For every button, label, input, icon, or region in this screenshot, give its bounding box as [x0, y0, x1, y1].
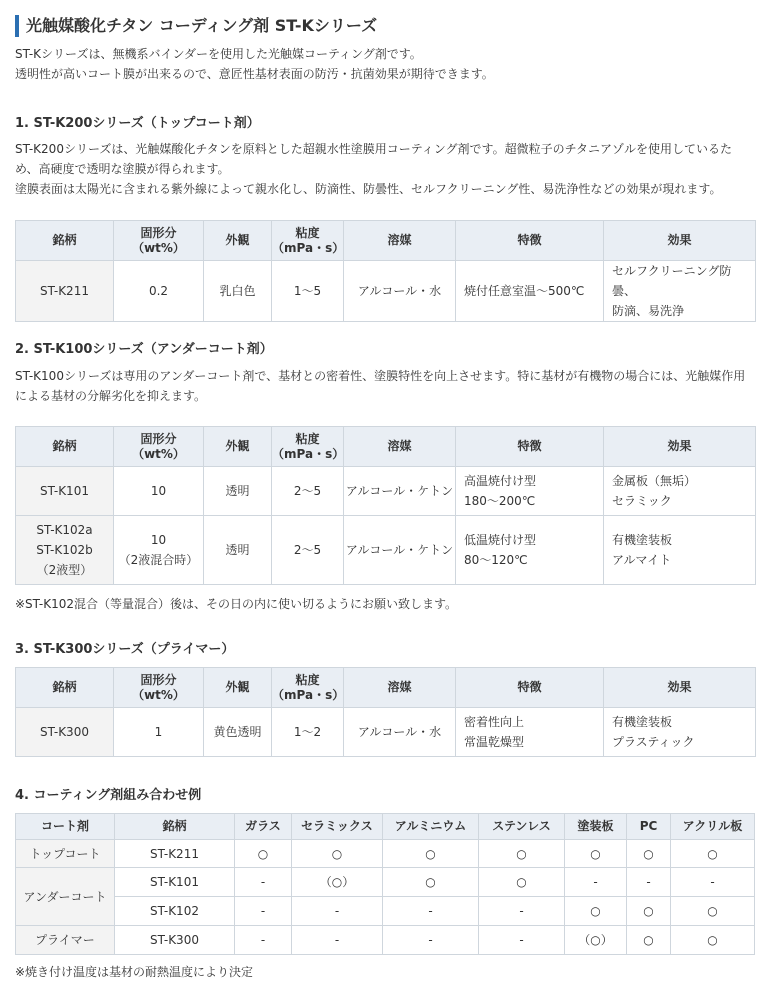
header-solvent: 溶媒 [344, 427, 456, 467]
cell-brand: ST-K102 [115, 897, 235, 926]
cell-solid: 1 [114, 708, 204, 757]
table-row [16, 708, 756, 757]
header-ceramics: セラミックス [292, 814, 383, 840]
cell-viscosity: 2〜5 [272, 467, 344, 516]
cell-value: ○ [627, 840, 671, 868]
table-row [16, 840, 755, 868]
cell-value: ○ [671, 897, 755, 926]
header-solid-text: 固形分 （wt%） [132, 225, 185, 255]
header-feature: 特徴 [456, 668, 604, 708]
section4-heading: 4. コーティング剤組み合わせ例 [15, 788, 202, 803]
cell-value: - [671, 868, 755, 897]
header-solid-text: 固形分 （wt%） [132, 672, 185, 702]
cell-value: ○ [292, 840, 383, 868]
cell-value: ○ [383, 868, 479, 897]
header-painted-plate: 塗装板 [565, 814, 627, 840]
table-row [16, 926, 755, 955]
section4-table [15, 813, 755, 955]
header-viscosity [272, 668, 344, 708]
cell-value: - [292, 897, 383, 926]
header-feature: 特徴 [456, 427, 604, 467]
cell-value: - [292, 926, 383, 955]
cell-value: ○ [671, 840, 755, 868]
table-header-row [16, 427, 756, 467]
header-feature: 特徴 [456, 221, 604, 261]
cell-value: - [235, 897, 292, 926]
cell-brand: ST-K211 [115, 840, 235, 868]
cell-feature: 低温焼付け型 80〜120℃ [456, 516, 604, 585]
header-solvent: 溶媒 [344, 221, 456, 261]
table-row [16, 467, 756, 516]
header-effect: 効果 [604, 427, 756, 467]
cell-value: - [235, 868, 292, 897]
header-appearance: 外観 [204, 668, 272, 708]
cell-feature: 高温焼付け型 180〜200℃ [456, 467, 604, 516]
cell-name: ST-K211 [16, 261, 114, 322]
header-brand: 銘柄 [115, 814, 235, 840]
cell-solvent: アルコール・ケトン [344, 516, 456, 585]
section3-table [15, 667, 756, 757]
cell-solvent: アルコール・水 [344, 708, 456, 757]
cell-name: ST-K300 [16, 708, 114, 757]
cell-value: ○ [235, 840, 292, 868]
table-row [16, 868, 755, 897]
cell-value: - [479, 926, 565, 955]
table-row [16, 897, 755, 926]
header-effect: 効果 [604, 668, 756, 708]
cell-name: ST-K101 [16, 467, 114, 516]
cell-value: ○ [479, 868, 565, 897]
section1-heading: 1. ST-K200シリーズ（トップコート剤） [15, 116, 260, 131]
header-glass: ガラス [235, 814, 292, 840]
header-appearance: 外観 [204, 427, 272, 467]
header-name: 銘柄 [16, 221, 114, 261]
header-viscosity [272, 221, 344, 261]
cell-value: ○ [565, 897, 627, 926]
header-effect: 効果 [604, 221, 756, 261]
header-viscosity-text: 粘度 （mPa・s） [272, 431, 345, 461]
cell-brand: ST-K300 [115, 926, 235, 955]
cell-value: ○ [627, 897, 671, 926]
intro-line-1: ST-Kシリーズは、無機系バインダーを使用した光触媒コーティング剤です。 [15, 47, 422, 61]
cell-solid: 0.2 [114, 261, 204, 322]
table-row [16, 516, 756, 585]
section1-desc-1: ST-K200シリーズは、光触媒酸化チタンを原料とした超親水性塗膜用コーティング剤です。超微粒子のチタニアゾルを使用しているため、高硬度で透明な塗膜が得られます。 [15, 142, 732, 176]
cell-effect: 有機塗装板 アルマイト [604, 516, 756, 585]
header-solid [114, 427, 204, 467]
cell-value: - [627, 868, 671, 897]
cell-appearance: 透明 [204, 516, 272, 585]
cell-value: - [565, 868, 627, 897]
section2-note: ※ST-K102混合（等量混合）後は、その日の内に使い切るようにお願い致します。 [15, 597, 458, 611]
cell-solid: 10 [114, 467, 204, 516]
cell-value: ○ [671, 926, 755, 955]
page-title: 光触媒酸化チタン コーディング剤 ST-Kシリーズ [15, 15, 755, 37]
cell-viscosity: 2〜5 [272, 516, 344, 585]
header-solid [114, 221, 204, 261]
cell-value: - [479, 897, 565, 926]
header-viscosity-text: 粘度 （mPa・s） [272, 225, 345, 255]
intro-line-2: 透明性が高いコート膜が出来るので、意匠性基材表面の防汚・抗菌効果が期待できます。 [15, 67, 494, 81]
cell-appearance: 乳白色 [204, 261, 272, 322]
table-header-row [16, 221, 756, 261]
cell-solvent: アルコール・ケトン [344, 467, 456, 516]
cell-value: （○） [565, 926, 627, 955]
header-aluminium: アルミニウム [383, 814, 479, 840]
cell-value: ○ [627, 926, 671, 955]
cell-coat: トップコート [16, 840, 115, 868]
header-viscosity [272, 427, 344, 467]
cell-brand: ST-K101 [115, 868, 235, 897]
cell-name: ST-K102a ST-K102b （2液型） [16, 516, 114, 585]
cell-viscosity: 1〜2 [272, 708, 344, 757]
section2-heading: 2. ST-K100シリーズ（アンダーコート剤） [15, 342, 273, 357]
table-row [16, 261, 756, 322]
cell-effect: 有機塗装板 プラスティック [604, 708, 756, 757]
combo-header-row [16, 814, 755, 840]
cell-appearance: 黄色透明 [204, 708, 272, 757]
header-name: 銘柄 [16, 668, 114, 708]
cell-value: （○） [292, 868, 383, 897]
cell-solvent: アルコール・水 [344, 261, 456, 322]
header-solvent: 溶媒 [344, 668, 456, 708]
cell-value: - [235, 926, 292, 955]
section3-heading: 3. ST-K300シリーズ（プライマー） [15, 642, 235, 657]
header-name: 銘柄 [16, 427, 114, 467]
cell-effect: セルフクリーニング防曇、 防滴、易洗浄 [604, 261, 756, 322]
cell-appearance: 透明 [204, 467, 272, 516]
cell-solid: 10 （2液混合時） [114, 516, 204, 585]
header-viscosity-text: 粘度 （mPa・s） [272, 672, 345, 702]
table-header-row [16, 668, 756, 708]
cell-value: - [383, 926, 479, 955]
header-solid [114, 668, 204, 708]
section1-table [15, 220, 756, 322]
cell-coat: アンダーコート [16, 868, 115, 926]
header-coat: コート剤 [16, 814, 115, 840]
cell-value: ○ [565, 840, 627, 868]
cell-effect: 金属板（無垢） セラミック [604, 467, 756, 516]
cell-value: - [383, 897, 479, 926]
cell-coat: プライマー [16, 926, 115, 955]
section1-desc-2: 塗膜表面は太陽光に含まれる紫外線によって親水化し、防滴性、防曇性、セルフクリーニング性、易洗浄性などの効果が現れます。 [15, 182, 722, 196]
header-stainless: ステンレス [479, 814, 565, 840]
section4-note: ※焼き付け温度は基材の耐熱温度により決定 [15, 965, 254, 979]
cell-viscosity: 1〜5 [272, 261, 344, 322]
header-acrylic: アクリル板 [671, 814, 755, 840]
cell-value: ○ [383, 840, 479, 868]
cell-value: ○ [479, 840, 565, 868]
cell-feature: 密着性向上 常温乾燥型 [456, 708, 604, 757]
cell-feature: 焼付任意室温〜500℃ [456, 261, 604, 322]
header-solid-text: 固形分 （wt%） [132, 431, 185, 461]
header-appearance: 外観 [204, 221, 272, 261]
header-pc: PC [627, 814, 671, 840]
section2-table [15, 426, 756, 585]
section2-desc-1: ST-K100シリーズは専用のアンダーコート剤で、基材との密着性、塗膜特性を向上させます。特に基材が有機物の場合には、光触媒作用による基材の分解劣化を抑えます。 [15, 369, 746, 403]
